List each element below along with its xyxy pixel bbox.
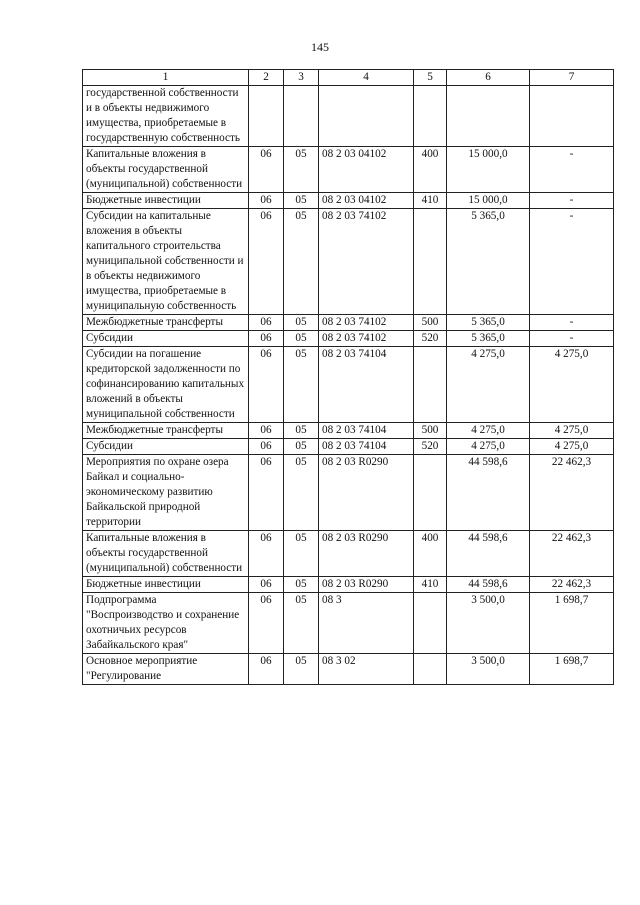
row-sum1: 44 598,6	[447, 455, 530, 531]
row-sum1: 44 598,6	[447, 531, 530, 577]
row-vr: 410	[414, 193, 447, 209]
row-vr	[414, 593, 447, 654]
row-pr: 05	[284, 331, 319, 347]
row-sum2: 1 698,7	[530, 654, 614, 685]
row-name: Основное мероприятие "Регулирование	[83, 654, 249, 685]
row-csr: 08 3	[319, 593, 414, 654]
row-name: Субсидии	[83, 439, 249, 455]
row-csr: 08 2 03 74104	[319, 423, 414, 439]
row-sum1: 4 275,0	[447, 347, 530, 423]
row-csr: 08 2 03 R0290	[319, 531, 414, 577]
table-row	[83, 147, 614, 193]
page-number: 145	[311, 40, 329, 54]
row-sum2: 22 462,3	[530, 531, 614, 577]
row-sum2: -	[530, 147, 614, 193]
row-rz: 06	[249, 331, 284, 347]
row-csr: 08 2 03 04102	[319, 147, 414, 193]
column-header: 6	[447, 70, 530, 86]
table-row	[83, 423, 614, 439]
row-rz: 06	[249, 593, 284, 654]
table-row	[83, 315, 614, 331]
row-vr	[414, 86, 447, 147]
column-header: 1	[83, 70, 249, 86]
row-sum2: -	[530, 193, 614, 209]
row-name: Подпрограмма "Воспроизводство и сохранение охотничьих ресурсов Забайкальского края"	[83, 593, 249, 654]
row-sum1: 3 500,0	[447, 654, 530, 685]
column-header: 2	[249, 70, 284, 86]
row-pr: 05	[284, 654, 319, 685]
row-sum2: -	[530, 209, 614, 315]
table-row	[83, 193, 614, 209]
row-rz: 06	[249, 347, 284, 423]
table-row	[83, 654, 614, 685]
table-row	[83, 455, 614, 531]
row-sum2: 4 275,0	[530, 347, 614, 423]
row-sum1	[447, 86, 530, 147]
row-pr: 05	[284, 439, 319, 455]
row-name: государственной собственности и в объекты недвижимого имущества, приобретаемые в государственную собственность	[83, 86, 249, 147]
row-csr: 08 2 03 74104	[319, 439, 414, 455]
row-csr: 08 2 03 74104	[319, 347, 414, 423]
row-sum2: 22 462,3	[530, 455, 614, 531]
budget-table	[82, 69, 614, 685]
row-vr	[414, 347, 447, 423]
row-csr: 08 2 03 74102	[319, 331, 414, 347]
row-rz: 06	[249, 439, 284, 455]
row-csr	[319, 86, 414, 147]
row-sum2: -	[530, 331, 614, 347]
table-row	[83, 439, 614, 455]
row-pr	[284, 86, 319, 147]
row-pr: 05	[284, 423, 319, 439]
table-row	[83, 209, 614, 315]
row-rz: 06	[249, 209, 284, 315]
row-pr: 05	[284, 593, 319, 654]
row-csr: 08 2 03 R0290	[319, 455, 414, 531]
row-name: Капитальные вложения в объекты государственной (муниципальной) собственности	[83, 147, 249, 193]
row-sum1: 15 000,0	[447, 147, 530, 193]
row-name: Субсидии	[83, 331, 249, 347]
table-row	[83, 531, 614, 577]
row-vr: 520	[414, 331, 447, 347]
row-sum2: 1 698,7	[530, 593, 614, 654]
row-vr: 500	[414, 423, 447, 439]
row-rz: 06	[249, 577, 284, 593]
row-csr: 08 2 03 74102	[319, 209, 414, 315]
column-header: 5	[414, 70, 447, 86]
row-vr	[414, 209, 447, 315]
row-rz	[249, 86, 284, 147]
row-vr: 400	[414, 147, 447, 193]
row-csr: 08 3 02	[319, 654, 414, 685]
row-rz: 06	[249, 654, 284, 685]
row-sum1: 4 275,0	[447, 423, 530, 439]
row-vr	[414, 455, 447, 531]
row-csr: 08 2 03 74102	[319, 315, 414, 331]
table-row	[83, 577, 614, 593]
row-pr: 05	[284, 455, 319, 531]
row-name: Капитальные вложения в объекты государственной (муниципальной) собственности	[83, 531, 249, 577]
row-pr: 05	[284, 531, 319, 577]
table-row	[83, 331, 614, 347]
row-rz: 06	[249, 455, 284, 531]
row-name: Мероприятия по охране озера Байкал и социально-экономическому развитию Байкальской природной территории	[83, 455, 249, 531]
row-vr: 500	[414, 315, 447, 331]
row-vr	[414, 654, 447, 685]
row-sum1: 4 275,0	[447, 439, 530, 455]
row-pr: 05	[284, 315, 319, 331]
row-sum2: -	[530, 315, 614, 331]
row-sum1: 5 365,0	[447, 331, 530, 347]
row-pr: 05	[284, 147, 319, 193]
row-sum1: 44 598,6	[447, 577, 530, 593]
row-rz: 06	[249, 315, 284, 331]
row-sum1: 3 500,0	[447, 593, 530, 654]
row-vr: 400	[414, 531, 447, 577]
row-name: Субсидии на капитальные вложения в объекты капитального строительства муниципальной собственности и в объекты недвижимого имущества, приобретаемые в муниципальную собственность	[83, 209, 249, 315]
row-sum1: 5 365,0	[447, 209, 530, 315]
row-csr: 08 2 03 04102	[319, 193, 414, 209]
row-sum1: 5 365,0	[447, 315, 530, 331]
row-sum2: 4 275,0	[530, 423, 614, 439]
column-header: 7	[530, 70, 614, 86]
row-sum2	[530, 86, 614, 147]
row-sum2: 22 462,3	[530, 577, 614, 593]
row-name: Межбюджетные трансферты	[83, 315, 249, 331]
row-rz: 06	[249, 423, 284, 439]
column-header: 4	[319, 70, 414, 86]
row-name: Субсидии на погашение кредиторской задолженности по софинансированию капитальных вложений в объекты муниципальной собственности	[83, 347, 249, 423]
row-pr: 05	[284, 577, 319, 593]
row-sum1: 15 000,0	[447, 193, 530, 209]
row-rz: 06	[249, 531, 284, 577]
table-row	[83, 86, 614, 147]
column-header: 3	[284, 70, 319, 86]
row-vr: 410	[414, 577, 447, 593]
row-vr: 520	[414, 439, 447, 455]
row-name: Бюджетные инвестиции	[83, 577, 249, 593]
row-csr: 08 2 03 R0290	[319, 577, 414, 593]
row-rz: 06	[249, 193, 284, 209]
row-name: Межбюджетные трансферты	[83, 423, 249, 439]
row-name: Бюджетные инвестиции	[83, 193, 249, 209]
table-row	[83, 347, 614, 423]
row-rz: 06	[249, 147, 284, 193]
row-sum2: 4 275,0	[530, 439, 614, 455]
table-row	[83, 593, 614, 654]
row-pr: 05	[284, 193, 319, 209]
row-pr: 05	[284, 347, 319, 423]
header-row	[83, 70, 614, 86]
row-pr: 05	[284, 209, 319, 315]
